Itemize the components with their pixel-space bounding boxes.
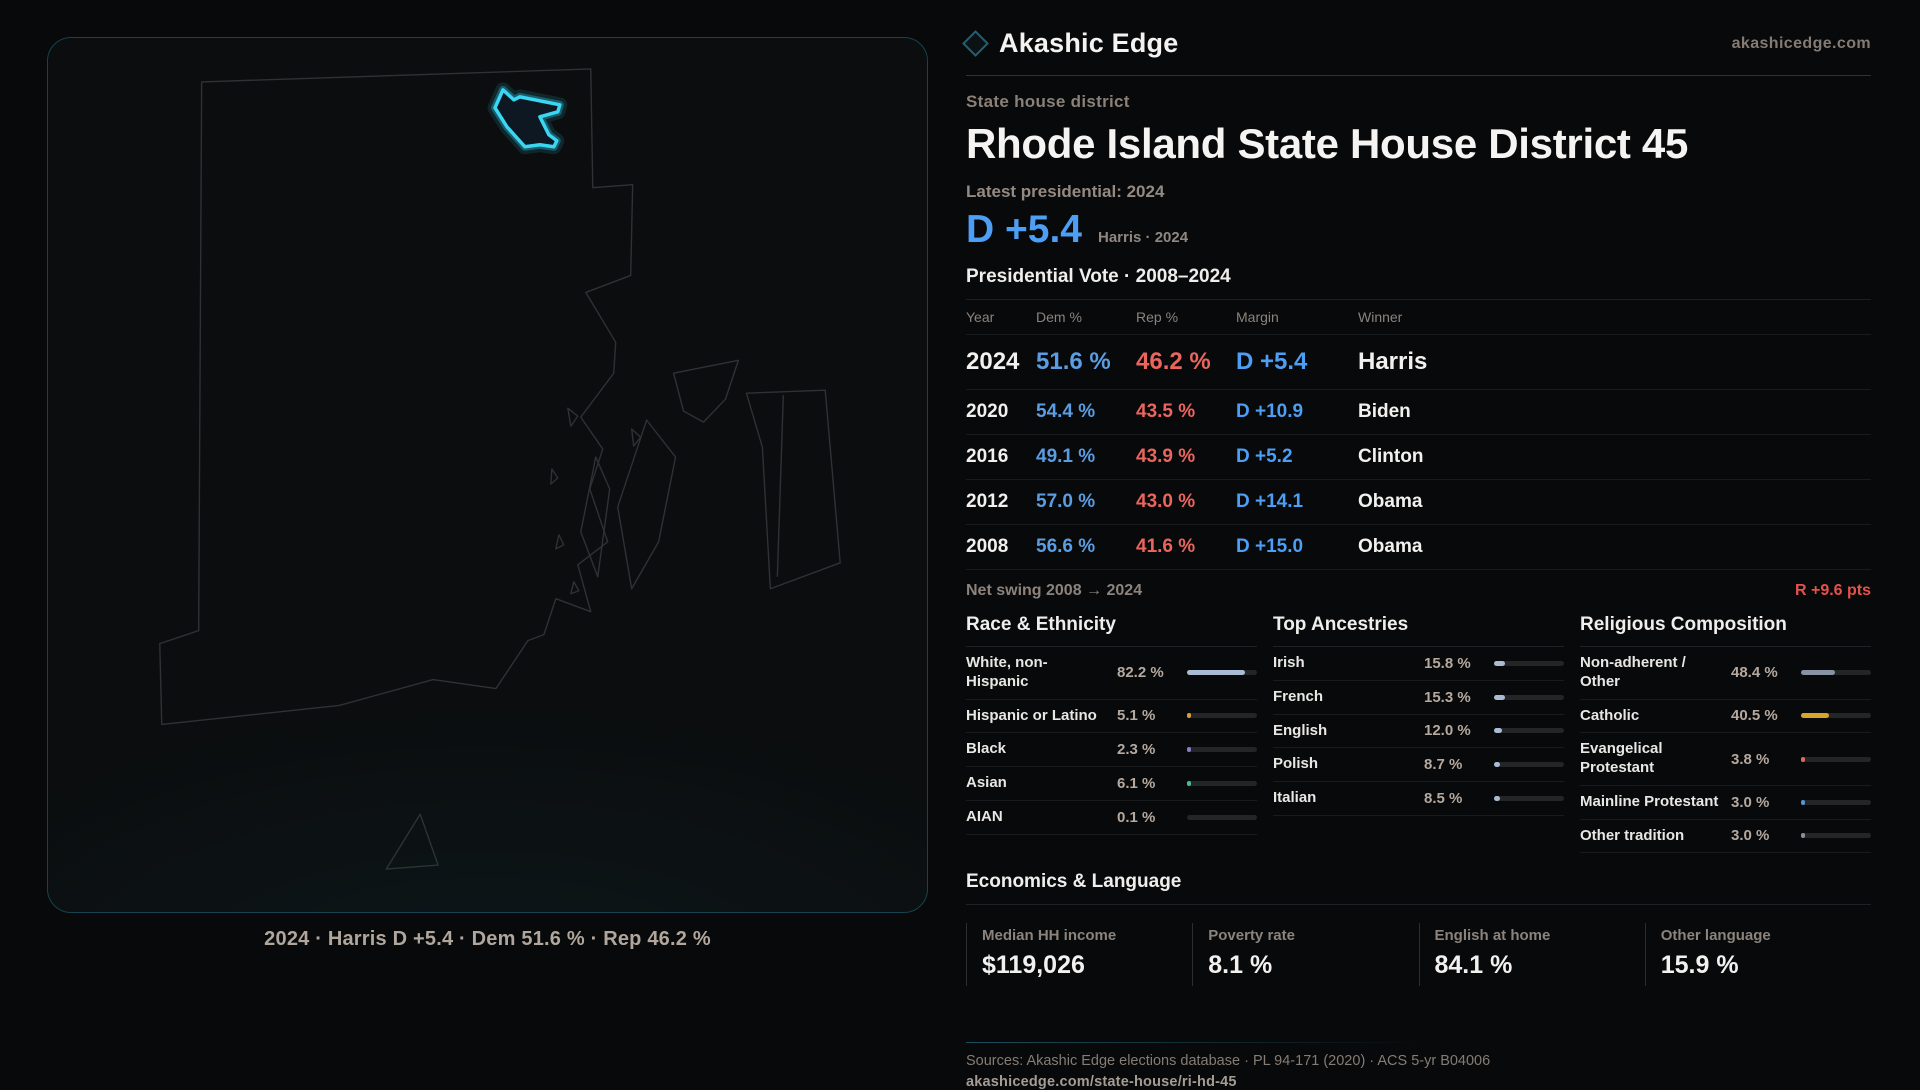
stat-value: 84.1 % (1434, 951, 1513, 980)
list-item (1273, 715, 1564, 749)
list-item (1273, 748, 1564, 782)
col-rep: Rep % (1136, 309, 1179, 325)
stat-value: 15.9 % (1660, 951, 1739, 980)
cell-rep: 41.6 % (1136, 536, 1196, 557)
item-label: English (1273, 721, 1328, 739)
cell-margin: D +14.1 (1236, 491, 1304, 512)
net-swing-label: Net swing 2008 → 2024 (966, 582, 1143, 599)
item-label: Irish (1273, 654, 1305, 671)
list-item (1580, 820, 1871, 854)
stat-cell (1645, 923, 1871, 986)
item-label: French (1273, 687, 1324, 705)
col-year: Year (966, 309, 995, 325)
col-winner: Winner (1358, 309, 1403, 325)
cell-dem: 56.6 % (1036, 536, 1096, 557)
table-row (966, 435, 1871, 480)
cell-margin: D +10.9 (1236, 401, 1304, 422)
cell-year: 2020 (966, 401, 1009, 422)
item-label: Evangelical Protestant (1580, 740, 1663, 776)
item-label: Italian (1273, 789, 1317, 806)
headline-margin (966, 208, 1871, 252)
item-label: Asian (966, 774, 1007, 791)
stat-bar (1801, 757, 1871, 762)
section-title: Religious Composition (1580, 614, 1871, 647)
cell-year: 2024 (966, 348, 1020, 375)
cell-dem: 54.4 % (1036, 401, 1096, 422)
site-domain-link[interactable]: akashicedge.com (1731, 34, 1871, 52)
brand (966, 28, 1178, 59)
item-label: AIAN (966, 807, 1003, 825)
cell-year: 2008 (966, 536, 1009, 557)
vote-table-title: Presidential Vote · 2008–2024 (966, 266, 1871, 300)
stat-bar (1494, 661, 1564, 666)
item-value: 8.5 % (1424, 789, 1463, 807)
list-item (1273, 782, 1564, 816)
list-item (966, 801, 1257, 835)
list-item (966, 647, 1257, 700)
item-value: 15.8 % (1424, 654, 1471, 672)
stat-cell (1192, 923, 1418, 986)
race-ethnicity-column (966, 614, 1257, 853)
stat-bar (1494, 695, 1564, 700)
table-row (966, 480, 1871, 525)
item-value: 40.5 % (1731, 707, 1778, 725)
stat-bar (1187, 713, 1257, 718)
item-value: 12.0 % (1424, 722, 1471, 740)
diamond-logo-icon (962, 30, 989, 57)
vote-table-header (966, 300, 1871, 335)
item-label: Other tradition (1580, 826, 1685, 844)
stat-value: $119,026 (982, 951, 1085, 980)
ancestries-column (1273, 614, 1564, 853)
list-item (966, 767, 1257, 801)
cell-winner: Clinton (1358, 446, 1424, 467)
district-map-panel (47, 37, 928, 913)
cell-winner: Obama (1358, 536, 1423, 557)
item-label: Catholic (1580, 706, 1640, 724)
state-outline (160, 69, 633, 725)
list-item (966, 700, 1257, 734)
stat-bar (1801, 833, 1871, 838)
list-item (1580, 733, 1871, 786)
cell-dem: 51.6 % (1036, 348, 1111, 375)
stat-bar (1494, 762, 1564, 767)
cell-dem: 57.0 % (1036, 491, 1096, 512)
sources-text: Sources: Akashic Edge elections database · PL 94-171 (2020) · ACS 5-yr B04006 (966, 1053, 1491, 1070)
map-caption: 2024 · Harris D +5.4 · Dem 51.6 % · Rep 46.2 % (264, 928, 711, 950)
cell-rep: 46.2 % (1136, 348, 1211, 375)
item-value: 8.7 % (1424, 756, 1463, 774)
table-row (966, 390, 1871, 435)
table-row (966, 525, 1871, 570)
item-value: 3.0 % (1731, 827, 1770, 845)
col-margin: Margin (1236, 309, 1279, 325)
cell-winner: Harris (1358, 348, 1428, 375)
item-label: Black (966, 740, 1007, 758)
item-label: Hispanic or Latino (966, 706, 1097, 724)
list-item (1273, 647, 1564, 681)
district-45-highlight (495, 90, 560, 147)
stat-bar (1187, 670, 1257, 675)
table-row (966, 335, 1871, 390)
item-value: 0.1 % (1117, 808, 1156, 826)
item-value: 3.0 % (1731, 793, 1770, 811)
stat-bar (1187, 781, 1257, 786)
stat-label: English at home (1434, 927, 1551, 945)
stat-bar (1187, 815, 1257, 820)
cell-rep: 43.5 % (1136, 401, 1196, 422)
rhode-island-map (48, 38, 927, 912)
item-value: 15.3 % (1424, 688, 1471, 706)
cell-margin: D +5.2 (1236, 446, 1293, 467)
cell-rep: 43.9 % (1136, 446, 1196, 467)
stat-bar (1494, 728, 1564, 733)
item-value: 2.3 % (1117, 741, 1156, 759)
stat-cell (1419, 923, 1645, 986)
list-item (1273, 681, 1564, 715)
item-label: Mainline Protestant (1580, 792, 1719, 810)
list-item (1580, 700, 1871, 734)
stat-label: Median HH income (982, 927, 1117, 945)
religion-column (1580, 614, 1871, 853)
stat-label: Poverty rate (1208, 927, 1295, 945)
cell-year: 2016 (966, 446, 1009, 467)
item-value: 3.8 % (1731, 750, 1770, 768)
list-item (1580, 647, 1871, 700)
detail-panel (966, 28, 1871, 1090)
stat-bar (1801, 713, 1871, 718)
stat-bar (1494, 796, 1564, 801)
cell-margin: D +5.4 (1236, 348, 1308, 375)
item-label: Polish (1273, 755, 1319, 773)
demographics-section (966, 614, 1871, 853)
col-dem: Dem % (1036, 309, 1082, 325)
stat-bar (1801, 800, 1871, 805)
item-value: 5.1 % (1117, 707, 1156, 725)
cell-winner: Biden (1358, 401, 1411, 422)
stat-label: Other language (1660, 927, 1771, 945)
item-value: 6.1 % (1117, 774, 1156, 792)
cell-year: 2012 (966, 491, 1009, 512)
cell-dem: 49.1 % (1036, 446, 1096, 467)
margin-context: Harris · 2024 (1098, 229, 1189, 246)
header (966, 28, 1871, 76)
kicker: State house district (966, 92, 1130, 111)
net-swing-value: R +9.6 pts (1794, 582, 1871, 599)
item-value: 82.2 % (1117, 664, 1164, 682)
item-value: 48.4 % (1731, 664, 1778, 682)
section-title: Top Ancestries (1273, 614, 1564, 647)
list-item (1580, 786, 1871, 820)
stat-cell (966, 923, 1192, 986)
stat-bar (1801, 670, 1871, 675)
economics-stats (966, 923, 1871, 986)
stat-bar (1187, 747, 1257, 752)
economics-title: Economics & Language (966, 871, 1871, 905)
net-swing (966, 570, 1871, 602)
page-title: Rhode Island State House District 45 (966, 120, 1689, 167)
latest-presidential-label: Latest presidential: 2024 (966, 182, 1165, 201)
cell-rep: 43.0 % (1136, 491, 1196, 512)
margin-value: D +5.4 (966, 208, 1082, 251)
section-title: Race & Ethnicity (966, 614, 1257, 647)
stat-value: 8.1 % (1208, 951, 1273, 980)
cell-margin: D +15.0 (1236, 536, 1304, 557)
cell-winner: Obama (1358, 491, 1423, 512)
item-label: Non-adherent / Other (1580, 654, 1686, 690)
page-url-link[interactable]: akashicedge.com/state-house/ri-hd-45 (966, 1074, 1237, 1090)
item-label: White, non-Hispanic (966, 654, 1048, 690)
footer-divider (966, 1042, 1428, 1043)
brand-name: Akashic Edge (999, 28, 1179, 58)
list-item (966, 733, 1257, 767)
